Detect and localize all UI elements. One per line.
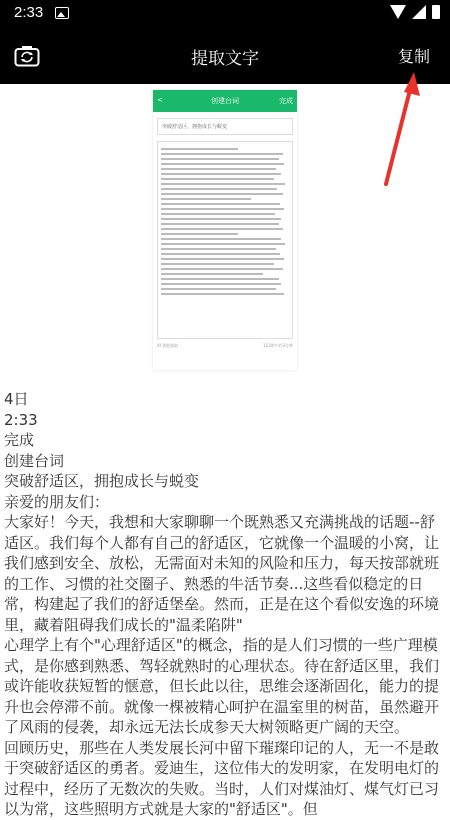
preview-title: 创建台词 [211, 97, 239, 105]
preview-done: 完成 [279, 97, 293, 105]
preview-footer-right: 1234字·约3分钟 [263, 343, 293, 348]
status-bar [0, 0, 450, 28]
screenshot-preview [153, 90, 297, 370]
text-line: 亲爱的朋友们： [4, 492, 110, 511]
status-time: 2:33 [14, 4, 44, 21]
preview-footer-left: AI 智能提取 [157, 343, 179, 348]
text-paragraph: 大家好！今天，我想和大家聊聊一个既熟悉又充满挑战的话题--舒适区。我们每个人都有自己的舒适区，它就像一个温暖的小窝，让我们感到安全、放松，无需面对未知的风险和压力，每天按部就班的工作、习惯的社交圈子、熟悉的牛活节奏...这些看似稳定的日常，构建起了我们的舒适堡垒。然而，正是在这个看似安逸的环境里，藏着阻碍我们成长的"温柔陷阱" [4, 513, 440, 634]
page-title: 提取文字 [191, 49, 259, 69]
text-line: 2:33 [4, 410, 38, 429]
extracted-text[interactable] [4, 389, 448, 820]
text-line: 完成 [4, 431, 35, 449]
text-line: 突破舒适区，拥抱成长与蜕变 [4, 472, 200, 490]
text-line: 创建台词 [4, 451, 65, 470]
preview-footer [153, 343, 297, 349]
image-notification-icon [55, 7, 69, 19]
preview-text-block [157, 141, 293, 339]
preview-back-icon: < [157, 96, 163, 104]
preview-header [153, 90, 297, 112]
battery-icon [432, 5, 440, 19]
copy-button[interactable]: 复制 [397, 47, 430, 66]
signal-icon [412, 5, 426, 19]
red-arrow-annotation [380, 70, 420, 190]
preview-title-box: 突破舒适区，拥抱成长与蜕变 [157, 118, 293, 135]
text-paragraph: 心理学上有个"心理舒适区"的概念，指的是人们习惯的一些广理模式，是你感到熟悉、驾轻就熟时的心理状态。待在舒适区里，我们或许能收获短暂的惬意，但长此以往，思维会逐渐固化，能力的提升也会停滞不前。就像一棵被精心呵护在温室里的树苗，虽然避开了风雨的侵袭，却永远无法长成参天大树领略更广阔的天空。 [4, 636, 440, 736]
text-line: 4日 [4, 390, 29, 408]
text-paragraph: 回顾历史，那些在人类发展长河中留下璀璨印记的人，无一不是敢于突破舒适区的勇者。爱迪生，这位伟大的发明家，在发明电灯的过程中，经历了无数次的失败。当时，人们对煤油灯、煤气灯已习以为常，这些照明方式就是大家的"舒适区"。但 [4, 738, 440, 818]
wifi-icon [390, 5, 406, 19]
status-icons [390, 5, 440, 19]
